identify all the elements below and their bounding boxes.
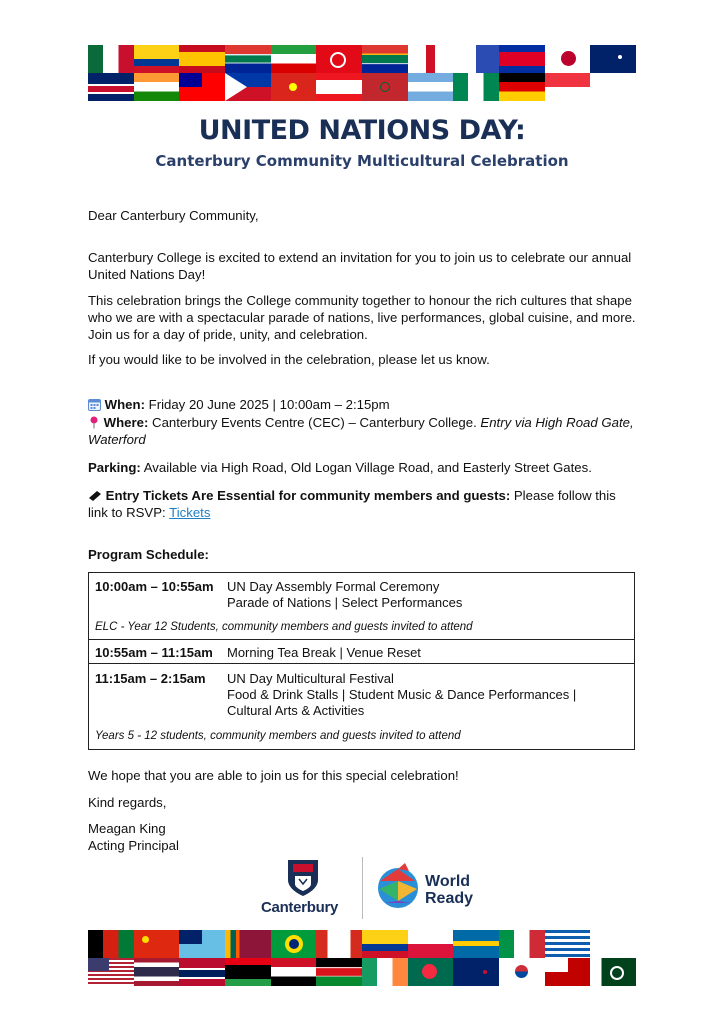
page-subtitle: Canterbury Community Multicultural Celebration <box>155 152 569 170</box>
flag-thailand-icon <box>134 958 180 986</box>
schedule-line: Food & Drink Stalls | Student Music & Dance Performances | <box>227 687 577 702</box>
flag-fiji-icon <box>179 930 225 958</box>
flag-afghanistan-icon <box>88 930 134 958</box>
logo-divider <box>362 857 363 919</box>
flag-germany-icon <box>499 73 545 101</box>
closing-hope: We hope that you are able to join us for this special celebration! <box>88 768 459 783</box>
tickets-label: Entry Tickets Are Essential for community members and guests: <box>105 488 511 503</box>
flag-greece-icon <box>545 930 591 958</box>
flag-france-icon <box>408 45 454 73</box>
flag-spain-icon <box>179 45 225 73</box>
flag-sri-lanka-icon <box>225 930 271 958</box>
bottom-flag-banner <box>88 930 636 986</box>
schedule-heading: Program Schedule: <box>88 547 209 562</box>
flag-south-africa-2-icon <box>362 45 408 73</box>
flag-morocco-icon <box>362 73 408 101</box>
tickets-line <box>88 487 638 521</box>
flag-australia-icon <box>590 45 636 73</box>
flag-italy-icon <box>499 930 545 958</box>
flag-tonga-icon <box>545 958 591 986</box>
where-value: Canterbury Events Centre (CEC) – Canterbury College. <box>152 415 477 430</box>
greeting-text: Dear Canterbury Community, <box>88 208 259 223</box>
schedule-note: ELC - Year 12 Students, community members and guests invited to attend <box>95 621 473 633</box>
schedule-desc <box>227 579 462 611</box>
flag-cambodia-icon <box>499 45 545 73</box>
calendar-icon <box>88 398 101 411</box>
schedule-time: 11:15am – 2:15am <box>95 671 206 686</box>
closing-regards: Kind regards, <box>88 795 167 810</box>
world-ready-line2: Ready <box>425 890 474 907</box>
schedule-desc <box>227 671 576 719</box>
flag-uk-icon <box>88 73 134 101</box>
flag-singapore-icon <box>545 73 591 101</box>
flag-libya-icon <box>225 958 271 986</box>
flag-india-icon <box>134 73 180 101</box>
flag-lebanon-icon <box>316 73 362 101</box>
paragraph-3-text: If you would like to be involved in the celebration, please let us know. <box>88 352 490 367</box>
when-value: Friday 20 June 2025 | 10:00am – 2:15pm <box>148 397 390 412</box>
flag-turkey-icon <box>316 45 362 73</box>
greeting <box>88 207 638 224</box>
flag-brazil-icon <box>271 930 317 958</box>
paragraph-1 <box>88 249 638 283</box>
parking-label: Parking: <box>88 460 141 475</box>
schedule-note: Years 5 - 12 students, community members and guests invited to attend <box>95 730 461 742</box>
flag-colombia-icon <box>134 45 180 73</box>
flag-pakistan-icon <box>590 958 636 986</box>
schedule-line: Morning Tea Break | Venue Reset <box>227 645 421 660</box>
flag-white-2-icon <box>590 930 636 958</box>
flag-egypt-icon <box>271 958 317 986</box>
world-ready-globe-icon <box>375 861 421 911</box>
schedule-line: Cultural Arts & Activities <box>227 703 365 718</box>
schedule-line: UN Day Assembly Formal Ceremony <box>227 579 440 594</box>
schedule-line: UN Day Multicultural Festival <box>227 671 394 686</box>
table-row <box>89 663 634 750</box>
flag-iran-icon <box>271 45 317 73</box>
where-line <box>88 414 638 448</box>
flag-south-sudan-icon <box>316 958 362 986</box>
where-note: Entry via High Road Gate, Waterford <box>88 415 634 447</box>
signature-name: Meagan King <box>88 821 166 836</box>
parking-line <box>88 459 638 476</box>
paragraph-1-text: Canterbury College is excited to extend an invitation for you to join us to celebrate our annual United Nations Day! <box>88 250 632 282</box>
flag-south-africa-icon <box>225 45 271 73</box>
flag-ireland-icon <box>362 958 408 986</box>
flag-philippines-icon <box>225 73 271 101</box>
flag-south-korea-icon <box>499 958 545 986</box>
flag-mexico-icon <box>88 45 134 73</box>
world-ready-line1: World <box>425 873 471 890</box>
table-row <box>89 639 634 664</box>
flag-bangladesh-icon <box>408 958 454 986</box>
flag-vietnam-icon <box>271 73 317 101</box>
parking-value: Available via High Road, Old Logan Village Road, and Easterly Street Gates. <box>143 460 592 475</box>
tickets-link[interactable]: Tickets <box>169 505 211 520</box>
canterbury-crest-icon <box>285 858 321 898</box>
flag-usa-stripe-icon <box>453 45 499 73</box>
paragraph-2 <box>88 292 638 343</box>
flag-new-zealand-icon <box>453 958 499 986</box>
schedule-desc <box>227 645 421 661</box>
flag-japan-icon <box>545 45 591 73</box>
when-line <box>88 396 638 413</box>
flag-white-icon <box>590 73 636 101</box>
flag-norway-icon <box>179 958 225 986</box>
logo-area <box>255 855 495 925</box>
ticket-icon <box>88 490 102 502</box>
schedule-time: 10:55am – 11:15am <box>95 645 213 660</box>
table-row <box>89 573 634 639</box>
page-title: UNITED NATIONS DAY: <box>198 115 526 146</box>
tickets-value: Please follow this link to RSVP: <box>88 488 616 520</box>
top-flag-banner <box>88 45 636 101</box>
schedule-time: 10:00am – 10:55am <box>95 579 214 594</box>
when-label: When: <box>104 397 145 412</box>
flag-taiwan-icon <box>179 73 225 101</box>
flag-china-icon <box>134 930 180 958</box>
paragraph-3 <box>88 351 638 368</box>
flag-poland-icon <box>408 930 454 958</box>
canterbury-wordmark: Canterbury <box>261 899 339 916</box>
flag-sweden-icon <box>453 930 499 958</box>
schedule-table <box>88 572 635 750</box>
world-ready-wordmark <box>425 873 473 907</box>
flag-argentina-icon <box>408 73 454 101</box>
schedule-line: Parade of Nations | Select Performances <box>227 595 463 610</box>
flag-nigeria-icon <box>453 73 499 101</box>
flag-colombia-2-icon <box>362 930 408 958</box>
signature-role: Acting Principal <box>88 838 179 853</box>
pushpin-icon <box>88 416 100 429</box>
flag-usa-icon <box>88 958 134 986</box>
where-label: Where: <box>103 415 149 430</box>
paragraph-2-text: This celebration brings the College community together to honour the rich cultures that shape who we are with a spectacular parade of nations, live performances, global cuisine, and more. Join us for a day of pride, unity, and celebration. <box>88 293 636 342</box>
flag-canada-icon <box>316 930 362 958</box>
